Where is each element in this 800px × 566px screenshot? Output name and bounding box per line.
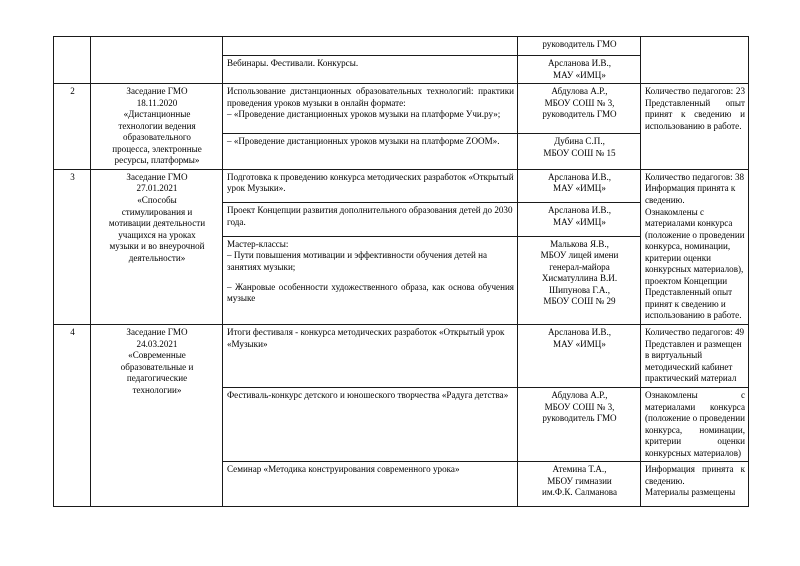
cell-result [641, 462, 749, 507]
theme-line: «Дистанционные [123, 109, 191, 120]
content-paragraph: Использование дистанционных образовательных технологий: практики проведения уроков музыки в онлайн формате: [227, 86, 514, 108]
theme-line: образовательного [123, 132, 191, 143]
cell-result [641, 37, 749, 84]
cell-result [641, 388, 749, 462]
result-paragraph: Ознакомлены с материалами конкурса (положение о проведении конкурса, номинации, критерии оценки конкурсных материалов), проектом Концепции [645, 206, 745, 286]
content-paragraph: – Жанровые особенности художественного образа, как основа обучения музыке [227, 281, 514, 304]
theme-line: музыки и во внеурочной [109, 241, 205, 252]
cell-theme [91, 325, 223, 507]
responsible-line: руководитель ГМО [542, 109, 617, 120]
cell-content [223, 37, 518, 56]
table-row [54, 37, 749, 56]
table-row [54, 84, 749, 134]
cell-content [223, 134, 518, 170]
theme-line: Заседание ГМО [126, 327, 188, 338]
table-row [54, 169, 749, 202]
cell-responsible [518, 134, 641, 170]
theme-line: технологии ведения [118, 120, 196, 131]
cell-responsible [518, 462, 641, 507]
meetings-table [53, 36, 749, 507]
result-paragraph: Количество педагогов: 23 Представленный опыт принят к сведению и использованию в работе. [645, 86, 745, 131]
table-row [54, 325, 749, 388]
theme-line: мотивации деятельности [108, 218, 206, 229]
result-paragraph: Материалы размещены [645, 487, 736, 498]
responsible-line: МАУ «ИМЦ» [553, 183, 606, 194]
responsible-line: руководитель ГМО [542, 39, 617, 49]
responsible-line: МБОУ СОШ № 29 [543, 296, 616, 307]
cell-responsible [518, 203, 641, 236]
cell-responsible [518, 84, 641, 134]
paragraph-spacer [227, 273, 514, 281]
cell-content [223, 84, 518, 134]
content-paragraph: Фестиваль-конкурс детского и юношеского творчества «Радуга детства» [227, 390, 509, 401]
cell-result [641, 84, 749, 170]
content-line: Вебинары. Фестивали. Конкурсы. [227, 58, 359, 68]
responsible-line: Арсланова И.В., [547, 205, 612, 216]
theme-line: Заседание ГМО [126, 171, 188, 182]
responsible-line: МБОУ СОШ № 3, [544, 401, 615, 412]
responsible-line: Малькова Я.В., [550, 238, 609, 249]
theme-line: педагогические [126, 373, 188, 384]
cell-number [54, 84, 91, 170]
cell-content [223, 203, 518, 236]
theme-line: процесса, электронные [112, 143, 202, 154]
cell-number [54, 325, 91, 507]
row-number: 4 [70, 327, 75, 338]
cell-responsible [518, 236, 641, 324]
responsible-line: Атемина Т.А., [552, 464, 607, 475]
cell-content [223, 462, 518, 507]
result-paragraph: Информация принята к сведению. [645, 464, 745, 486]
content-paragraph: Итоги фестиваля - конкурса методических разработок «Открытый урок «Музыки» [227, 327, 505, 349]
cell-content [223, 56, 518, 84]
content-paragraph: Семинар «Методика конструирования современного урока» [227, 464, 460, 475]
theme-line: «Современные [128, 350, 186, 361]
cell-responsible [518, 169, 641, 202]
result-paragraph: Представленный опыт принят к сведению и использованию в работе. [645, 287, 742, 321]
cell-result [641, 169, 749, 324]
responsible-line: МБОУ лицей имени [540, 250, 619, 261]
responsible-line: МБОУ гимназии [547, 475, 612, 486]
responsible-line: МАУ «ИМЦ» [553, 338, 606, 349]
row-number: 2 [70, 86, 75, 97]
cell-responsible [518, 56, 641, 84]
theme-line: 18.11.2020 [136, 97, 178, 108]
theme-line: учащихся на уроках [118, 229, 196, 240]
cell-content [223, 169, 518, 202]
responsible-line: Арсланова И.В., [547, 327, 612, 338]
cell-theme [91, 84, 223, 170]
theme-line: «Способы [137, 195, 177, 206]
responsible-line: Шипунова Г.А., [549, 284, 610, 295]
responsible-line: Абдулова А.Р., [551, 86, 608, 97]
content-paragraph: Проект Концепции развития дополнительного образования детей до 2030 года. [227, 205, 513, 227]
responsible-line: МБОУ СОШ № 15 [543, 147, 616, 158]
result-paragraph: Информация принята к сведению. [645, 183, 736, 206]
cell-result [641, 325, 749, 388]
cell-responsible [518, 37, 641, 56]
responsible-line: руководитель ГМО [542, 413, 617, 424]
content-paragraph: Мастер-классы: [227, 238, 289, 249]
responsible-line: генерал-майора [549, 261, 610, 272]
cell-theme [91, 37, 223, 84]
responsible-line: Дубина С.П., [554, 136, 605, 147]
result-paragraph: Количество педагогов: 49 Представлен и размещен в виртуальный методический кабинет практический материал [645, 327, 745, 384]
theme-line: стимулирования и [121, 206, 193, 217]
theme-line: деятельности» [128, 252, 186, 263]
result-paragraph: Количество педагогов: 38 [645, 171, 745, 182]
responsible-line: МБОУ СОШ № 3, [544, 97, 615, 108]
theme-line: 24.03.2021 [136, 338, 178, 349]
cell-number [54, 169, 91, 324]
cell-content [223, 325, 518, 388]
theme-line: ресурсы, платформы» [114, 155, 200, 166]
cell-number [54, 37, 91, 84]
responsible-line: Абдулова А.Р., [551, 390, 608, 401]
responsible-line: МАУ «ИМЦ» [553, 216, 606, 227]
cell-content [223, 388, 518, 462]
responsible-line: Арсланова И.В., [547, 58, 612, 68]
responsible-line: Хисматуллина В.И. [541, 273, 618, 284]
result-paragraph: Ознакомлены с материалами конкурса (положение о проведении конкурса, номинации, критерии оценки конкурсных материалов) [645, 390, 745, 458]
content-paragraph: – «Проведение дистанционных уроков музыки на платформе ZOOM». [227, 136, 500, 147]
content-paragraph: – «Проведение дистанционных уроков музыки на платформе Учи.ру»; [227, 109, 501, 120]
row-number: 3 [70, 171, 75, 182]
theme-line: 27.01.2021 [136, 183, 178, 194]
responsible-line: МАУ «ИМЦ» [553, 69, 606, 80]
cell-content [223, 236, 518, 324]
cell-responsible [518, 388, 641, 462]
theme-line: технологии» [132, 384, 182, 395]
content-paragraph: – Пути повышения мотивации и эффективности обучения детей на занятиях музыки; [227, 250, 488, 272]
content-paragraph: Подготовка к проведению конкурса методических разработок «Открытый урок Музыки». [227, 171, 514, 194]
theme-line: Заседание ГМО [126, 86, 188, 97]
cell-theme [91, 169, 223, 324]
responsible-line: им.Ф.К. Салманова [541, 487, 618, 498]
cell-responsible [518, 325, 641, 388]
responsible-line: Арсланова И.В., [547, 171, 612, 182]
theme-line: образовательные и [120, 361, 194, 372]
